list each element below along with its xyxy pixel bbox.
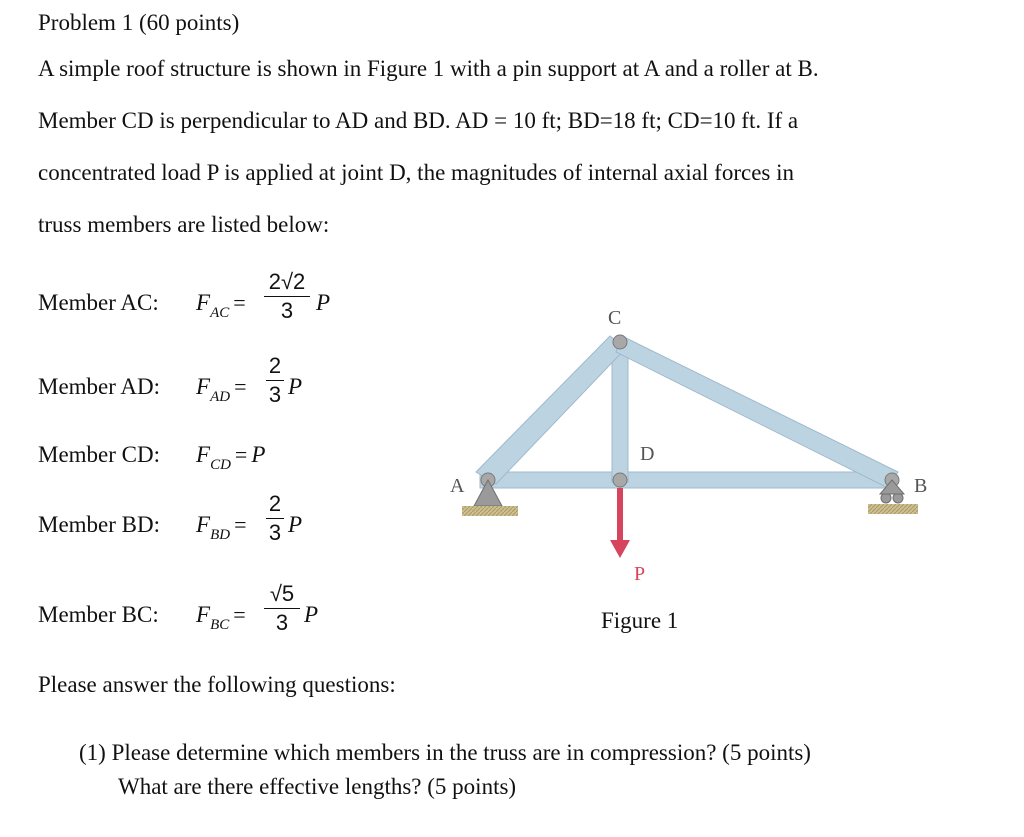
joint-c xyxy=(613,335,627,349)
label-c: C xyxy=(608,307,622,329)
member-cd xyxy=(612,342,628,482)
member-bd-load: P xyxy=(288,512,303,537)
member-bc-fraction: √5 3 xyxy=(264,582,300,635)
question-1-line-2: What are there effective lengths? (5 points) xyxy=(118,774,517,799)
member-ac-label: Member AC: xyxy=(38,290,159,315)
member-ac-fraction: 2√2 3 xyxy=(264,270,310,323)
label-d: D xyxy=(640,443,655,465)
problem-title: Problem 1 (60 points) xyxy=(38,10,240,35)
figure-caption: Figure 1 xyxy=(601,608,679,633)
member-ad-force: FAD = xyxy=(196,374,247,405)
member-bd-fraction: 2 3 xyxy=(266,492,284,545)
member-ac-load: P xyxy=(316,290,331,315)
problem-text-line-1: A simple roof structure is shown in Figure 1 with a pin support at A and a roller at B. xyxy=(38,56,819,81)
label-a: A xyxy=(450,475,465,497)
member-ad-load: P xyxy=(288,374,303,399)
member-bd-label: Member BD: xyxy=(38,512,161,537)
truss-figure xyxy=(440,300,940,590)
member-ad-label: Member AD: xyxy=(38,374,161,399)
problem-text-line-3: concentrated load P is applied at joint D, the magnitudes of internal axial forces in xyxy=(38,160,795,185)
label-p: P xyxy=(634,563,646,585)
member-bc xyxy=(616,336,898,488)
member-bc-force: FBC = xyxy=(196,602,246,633)
member-bd-force: FBD = xyxy=(196,512,247,543)
member-ac-force: FAC = xyxy=(196,290,246,321)
questions-intro: Please answer the following questions: xyxy=(38,672,396,697)
question-1-line-1: (1) Please determine which members in the truss are in compression? (5 points) xyxy=(79,740,811,765)
problem-text-line-2: Member CD is perpendicular to AD and BD. AD = 10 ft; BD=18 ft; CD=10 ft. If a xyxy=(38,108,799,133)
member-bd xyxy=(620,472,892,488)
load-arrow xyxy=(610,488,630,558)
joint-d xyxy=(613,473,627,487)
member-ac xyxy=(476,336,626,484)
member-cd-force: FCD = P xyxy=(196,442,266,473)
member-ad-fraction: 2 3 xyxy=(266,354,284,407)
member-cd-label: Member CD: xyxy=(38,442,161,467)
member-bc-load: P xyxy=(304,602,319,627)
label-b: B xyxy=(914,475,928,497)
problem-text-line-4: truss members are listed below: xyxy=(38,212,330,237)
member-bc-label: Member BC: xyxy=(38,602,159,627)
